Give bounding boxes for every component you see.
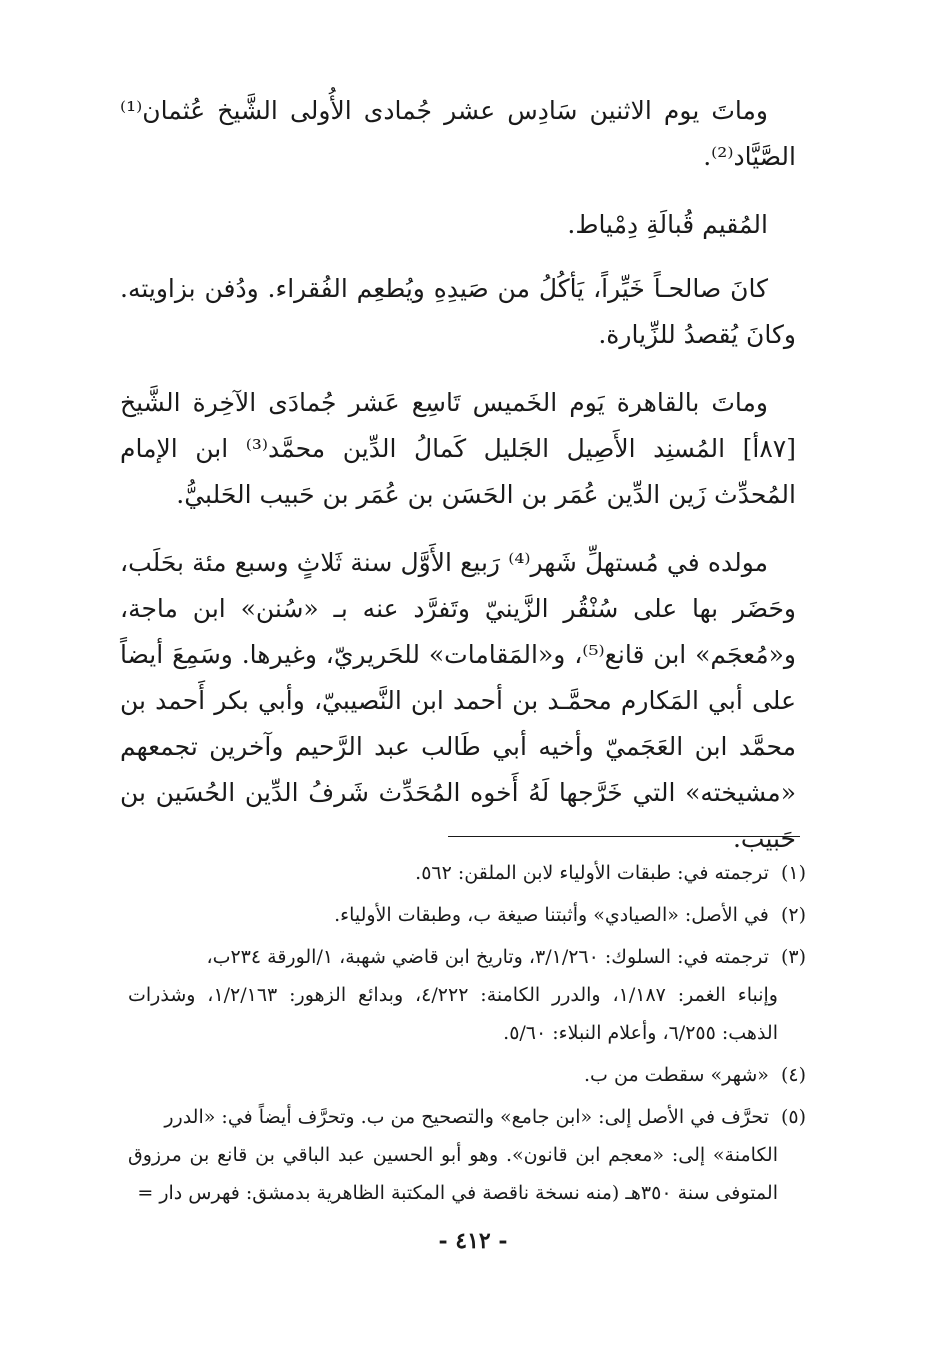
paragraph-birth-and-studies: مولده في مُستهلِّ شَهر⁽⁴⁾ رَبيع الأَوَّل سنة ثَلاثٍ وسبع مئة بحَلَب، وحَضَر بها على سُنْقُر الزَّينيّ وتَفرَّد عنه بـ «سُنن» ابن ماجة، و«مُعجَم» ابن قانع⁽⁵⁾، و«المَقامات» للحَريريّ، وغيرها. وسَمِعَ أيضاً على أبي المَكارم محمَّـد بن أحمد ابن النَّصيبيّ، وأبي بكر أَحمد بن محمَّد ابن العَجَميّ وأخيه أبي طَالب عبد الرَّحيم وآخرين تجمعهم «مشيخته» التي خَرَّجها لَهُ أَخوه المُحَدِّث شَرفُ الدِّين الحُسَين بن حَبيب. [120,548,796,853]
main-text [120,88,796,884]
footnote-number: (٥) [780,1106,806,1128]
footnote-continuation: الكامنة» إلى: «معجم ابن قانون». وهو أبو الحسين عبد الباقي بن قانع بن مرزوق المتوفى سنة ٣٥٠هـ (منه نسخة ناقصة في المكتبة الظاهرية بدمشق: فهرس دار = [128,1144,778,1204]
footnote-divider [448,836,800,837]
paragraph-death-kamal-aldin: وماتَ بالقاهرة يَوم الخَميس تَاسِع عَشر جُمادَى الآخِرة الشَّيخ [٨٧أ] المُسنِد الأَصِيل الجَليل كَمالُ الدِّين محمَّد⁽³⁾ ابن الإمام المُحدِّث زَين الدِّين عُمَر بن الحَسَن بن عُمَر بن حَبيب الحَلبيُّ. [120,388,796,509]
footnote-number: (٢) [780,904,806,926]
footnote-continuation: وإنباء الغمر: ١/١٨٧، والدرر الكامنة: ٤/٢٢٢، وبدائع الزهور: ١/٢/١٦٣، وشذرات الذهب: ٦/٢٥٥، وأعلام النبلاء: ٥/٦٠. [128,984,778,1044]
footnote-text: في الأصل: «الصيادي» وأثبتنا صيغة ب، وطبقات الأولياء. [334,904,769,926]
footnote-3 [128,938,806,1052]
footnote-1 [128,854,806,892]
footnote-4 [128,1056,806,1094]
footnote-text: «شهر» سقطت من ب. [584,1064,769,1086]
footnote-text: تحرَّف في الأصل إلى: «ابن جامع» والتصحيح من ب. وتحرَّف أيضاً في: «الدرر [164,1106,769,1128]
footnote-text: ترجمته في: طبقات الأولياء لابن الملقن: ٥٦٢. [415,862,769,884]
footnote-number: (٣) [780,946,806,968]
footnote-number: (٤) [780,1064,806,1086]
page-number: - ٤١٢ - [438,1228,508,1254]
footnote-number: (١) [780,862,806,884]
paragraph-residence: المُقيم قُبالَةِ دِمْياط. [567,210,768,239]
footnote-2 [128,896,806,934]
footnote-text: ترجمته في: السلوك: ٣/١/٢٦٠، وتاريخ ابن قاضي شهبة، ١/الورقة ٢٣٤ب، [206,946,769,968]
paragraph-death-uthman: وماتَ يوم الاثنين سَادِس عشر جُمادى الأُولى الشَّيخ عُثمان⁽¹⁾ الصَّيَّاد⁽²⁾. [120,96,796,171]
footnotes [128,854,806,1216]
footnote-5 [128,1098,806,1212]
paragraph-description: كانَ صالحـاً خَيِّراً، يَأكُلُ من صَيدِهِ ويُطعِم الفُقراء. ودُفن بزاويته. وكانَ يُقصدُ للزِّيارة. [120,274,796,349]
